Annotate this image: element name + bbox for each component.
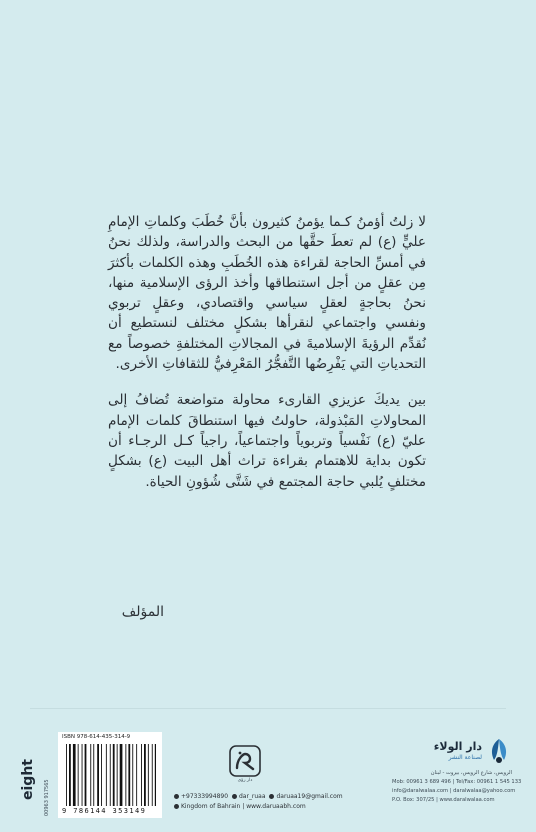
series-code: 00963 917565 xyxy=(44,779,50,816)
publisher-logo xyxy=(420,738,510,766)
footer-divider xyxy=(30,708,506,709)
publisher-email-2: daralwalaa@yahoo.com xyxy=(453,787,516,794)
publisher-mobile: Mob: 00961 3 689 496 xyxy=(392,779,451,785)
mail-icon xyxy=(269,794,274,799)
instagram-icon xyxy=(232,794,237,799)
publisher-email-1: info@daralwalaa.com xyxy=(392,787,449,794)
imprint-contacts: +97333994890 dar_ruaa daruaa19@gmail.com Kingdom of Bahrain | www.daruaabh.com xyxy=(172,792,388,812)
isbn-barcode xyxy=(58,732,162,818)
publisher-address: الرويس، شارع الرويس، بيروت - لبنان xyxy=(430,770,512,776)
blurb-paragraph-2: بين يديكَ عزيزي القارىء محاولة متواضعة تُضافُ إلى المحاولاتِ المَبْذولة، حاولتُ فيها استنطاقَ كلمات الإمام عليّ (ع) نَفْسياً وتربوياً واجتماعياً، راجياً كـل الرجـاء أن تكون بداية للاهتمام بقراءة تراث أهل البيت (ع) بشكلٍ مختلفٍ يُلبي حاجة المجتمع في شَتَّى شُؤونِ الحياة. xyxy=(108,392,426,490)
publisher-tagline: لصناعة النشر xyxy=(448,754,482,761)
publisher-pobox: P.O. Box: 307/25 xyxy=(392,796,435,803)
publisher-website: www.daralwalaa.com xyxy=(439,796,495,803)
imprint-website: www.daruaabh.com xyxy=(246,803,306,810)
isbn-label: ISBN 978-614-435-314-9 xyxy=(62,734,131,740)
imprint-country: Kingdom of Bahrain xyxy=(181,803,241,810)
imprint-instagram: dar_ruaa xyxy=(238,793,266,800)
publisher-mark-icon xyxy=(488,738,510,764)
publisher-telfax: Tel/Fax: 00961 1 545 133 xyxy=(455,779,522,785)
imprint-caption: دار رؤى xyxy=(237,778,253,783)
imprint-phone: +97333994890 xyxy=(181,793,229,800)
blurb-text xyxy=(108,212,426,492)
barcode-bars xyxy=(66,744,156,806)
whatsapp-icon xyxy=(174,794,179,799)
publisher-contacts: Mob: 00961 3 689 496 | Tel/Fax: 00961 1 545 133 info@daralwalaa.com | daralwalaa@yahoo.com P.O. Box: 307/25 | www.daralwalaa.com xyxy=(392,779,522,803)
imprint-email: daruaa19@gmail.com xyxy=(276,793,343,800)
blurb-paragraph-1: لا زلتُ أؤمنُ كـما يؤمنُ كثيرون بأنَّ خُطَبَ وكلماتِ الإمامِ عليٍّ (ع) لم تعطَ حقَّها من البحث والدراسة، ولذلك نحنُ في أمسِّ الحاجة لقراءة هذه الخُطَبِ وهذه الكلمات بأكثرَ مِن عقلٍ من أجل استنطاقها وأخذ الرؤى الإسلامية منها، نحنُ بحاجةٍ لعقلٍ سياسي واقتصادي، وعقلٍ تربوي ونفسي واجتماعي لنقرأها بشكلٍ مختلف لنستطيع أن نُقدِّم الرؤيةَ الإسلاميةَ في المجالاتِ المختلفةِ خصوصاً مع التحدياتِ التي يَفْرِضُها التَّفجُّرُ المَعْرِفيُّ للثقافاتِ الأخرى. xyxy=(108,214,426,373)
publisher-name: دار الولاء xyxy=(433,740,482,753)
imprint-logo xyxy=(228,744,262,778)
barcode-digits: 9 786144 353149 xyxy=(62,807,147,815)
author-signature: المؤلف xyxy=(121,604,164,620)
series-logo: eight xyxy=(20,759,36,800)
location-icon xyxy=(174,804,179,809)
